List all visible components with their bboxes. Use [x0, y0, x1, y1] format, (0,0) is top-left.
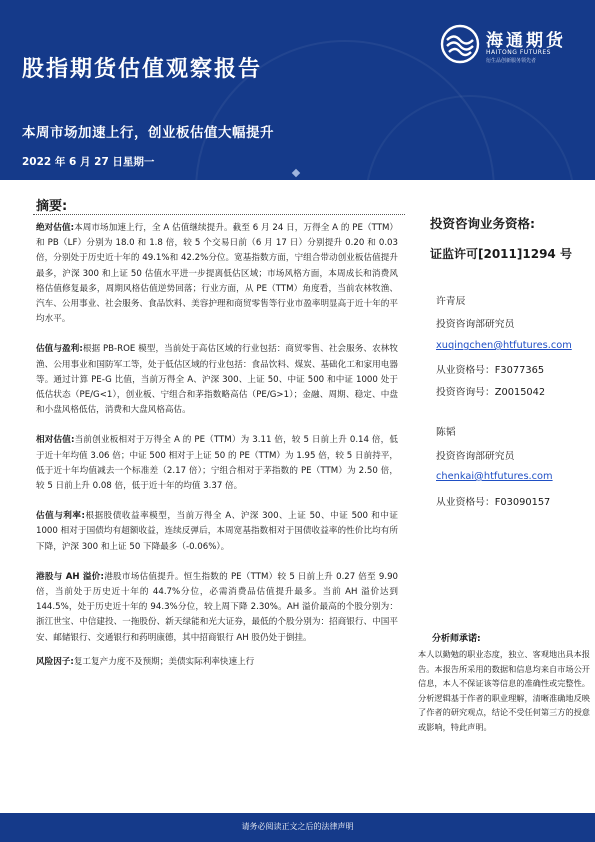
analyst-invest-license: 投资咨询号：Z0015042	[436, 387, 546, 398]
paragraph-label: 估值与利率:	[36, 511, 85, 522]
paragraph-hk-ah-premium	[36, 570, 398, 646]
haitong-logo-icon	[440, 24, 480, 64]
paragraph-risk-factors	[36, 655, 398, 670]
report-title: 股指期货估值观察报告	[22, 57, 263, 82]
report-date: 2022 年 6 月 27 日星期一	[22, 156, 155, 168]
paragraph-valuation-rates	[36, 509, 398, 555]
abstract-divider	[33, 214, 405, 215]
commitment-text: 本人以勤勉的职业态度，独立、客观地出具本报告。本报告所采用的数据和信息均来自市场公开信息，本人不保证该等信息的准确性或完整性。分析逻辑基于作者的职业理解，清晰准确地反映了作者的研究观点，结论不受任何第三方的授意或影响，特此声明。	[418, 649, 590, 732]
paragraph-label: 绝对估值:	[36, 223, 75, 233]
paragraph-absolute-valuation	[36, 221, 398, 327]
report-subtitle: 本周市场加速上行，创业板估值大幅提升	[22, 125, 274, 141]
company-logo	[440, 22, 590, 70]
analyst-name: 许青辰	[436, 296, 466, 307]
page-footer	[0, 813, 595, 842]
paragraph-text: 本周市场加速上行，全 A 估值继续提升。截至 6 月 24 日，万得全 A 的 PE（TTM）和 PB（LF）分别为 18.0 和 1.8 倍，较 5 个交易日前（6 月 17 日）分别提升 0.20 和 0.03 倍，分别处于历史近十年的 49.1%和 42.2%分位。宽基指数方面，宁组合带动创业板估值提升最多，沪深 300 和上证 50 估值水平进一步提离低估区域；市场风格方面，本周成长和消费风格估值修复最多，周期风格估值逆势回落；行业方面，从 PE（TTM）角度看，当前农林牧渔、汽车、公用事业、社会服务、食品饮料、美容护理和商贸零售等行业市盈率明显高于近十年的平均水平。	[36, 223, 399, 325]
logo-name-en: HAITONG FUTURES	[486, 49, 551, 56]
paragraph-label: 相对估值:	[36, 435, 75, 446]
paragraph-text: 根据股债收益率模型，当前万得全 A、沪深 300、上证 50、中证 500 和中证 1000 相对于国债均有超额收益，连续反弹后，本周宽基指数相对于国债收益率的性价比均有所下降，沪深 300 和上证 50 下降最多（-0.06%）。	[36, 511, 399, 552]
footer-legal-notice: 请务必阅读正文之后的法律声明	[241, 822, 354, 831]
logo-name-cn: 海通期货	[486, 31, 566, 51]
analyst-role: 投资咨询部研究员	[436, 451, 515, 462]
analyst-license: 从业资格号：F03090157	[436, 497, 551, 508]
abstract-body	[36, 221, 398, 670]
paragraph-text: 根据 PB-ROE 模型，当前处于高估区域的行业包括：商贸零售、社会服务、农林牧渔、公用事业和国防军工等，处于低估区域的行业包括：食品饮料、煤炭、基础化工和家用电器等。通过计算 PE-G 比值，当前万得全 A、沪深 300、上证 50、中证 500 和中证 1000 处于低估状态（PE/G<1），创业板、宁组合和茅指数略高估（PE/G>1）；金融、周期、稳定、中盘和小盘风格低估，消费和大盘风格高估。	[36, 344, 398, 416]
paragraph-label: 风险因子:	[36, 656, 74, 667]
paragraph-text: 当前创业板相对于万得全 A 的 PE（TTM）为 3.11 倍，较 5 日前上升 0.14 倍，低于近十年均值 3.06 倍；中证 500 相对于上证 50 的 PE（TTM）为 1.95 倍，较 5 日前持平，低于近十年均值减去一个标准差（2.17 倍）；宁组合相对于茅指数的 PE（TTM）为 2.50 倍，较 5 日前上升 0.08 倍，低于近十年的均值 3.37 倍。	[36, 435, 399, 492]
paragraph-relative-valuation	[36, 433, 398, 494]
analyst-license: 从业资格号：F3077365	[436, 365, 545, 376]
paragraph-label: 估值与盈利:	[36, 344, 83, 355]
analyst-role: 投资咨询部研究员	[436, 319, 515, 330]
commitment-heading: 分析师承诺:	[432, 634, 481, 644]
logo-tagline: 衍生品创新服务领先者	[486, 58, 537, 64]
abstract-heading: 摘要:	[36, 199, 68, 214]
paragraph-label: 港股与 AH 溢价:	[36, 571, 104, 582]
report-header	[0, 0, 595, 180]
analyst-name: 陈韬	[436, 427, 456, 438]
paragraph-valuation-earnings	[36, 342, 398, 418]
paragraph-text: 复工复产力度不及预期；美债实际利率快速上行	[73, 656, 255, 667]
license-number: 证监许可[2011]1294 号	[430, 247, 572, 261]
analyst-email-link[interactable]: xuqingchen@htfutures.com	[436, 340, 572, 351]
paragraph-text: 港股市场估值提升。恒生指数的 PE（TTM）较 5 日前上升 0.27 倍至 9.90 倍，当前处于历史近十年的 44.7%分位，必需消费品估值提升最多。当前 AH 溢价达到 144.5%，处于历史近十年的 94.3%分位，较上周下降 2.30%。AH 溢价最高的个股分别为：浙江世宝、中信建投、一拖股份、新天绿能和光大证券，最低的个股分别为：招商银行、中国平安、邮储银行、交通银行和药明康德，其中招商银行 AH 股仍处于倒挂。	[36, 571, 398, 643]
qualification-heading: 投资咨询业务资格:	[430, 216, 535, 231]
analyst-email-link[interactable]: chenkai@htfutures.com	[436, 471, 553, 482]
